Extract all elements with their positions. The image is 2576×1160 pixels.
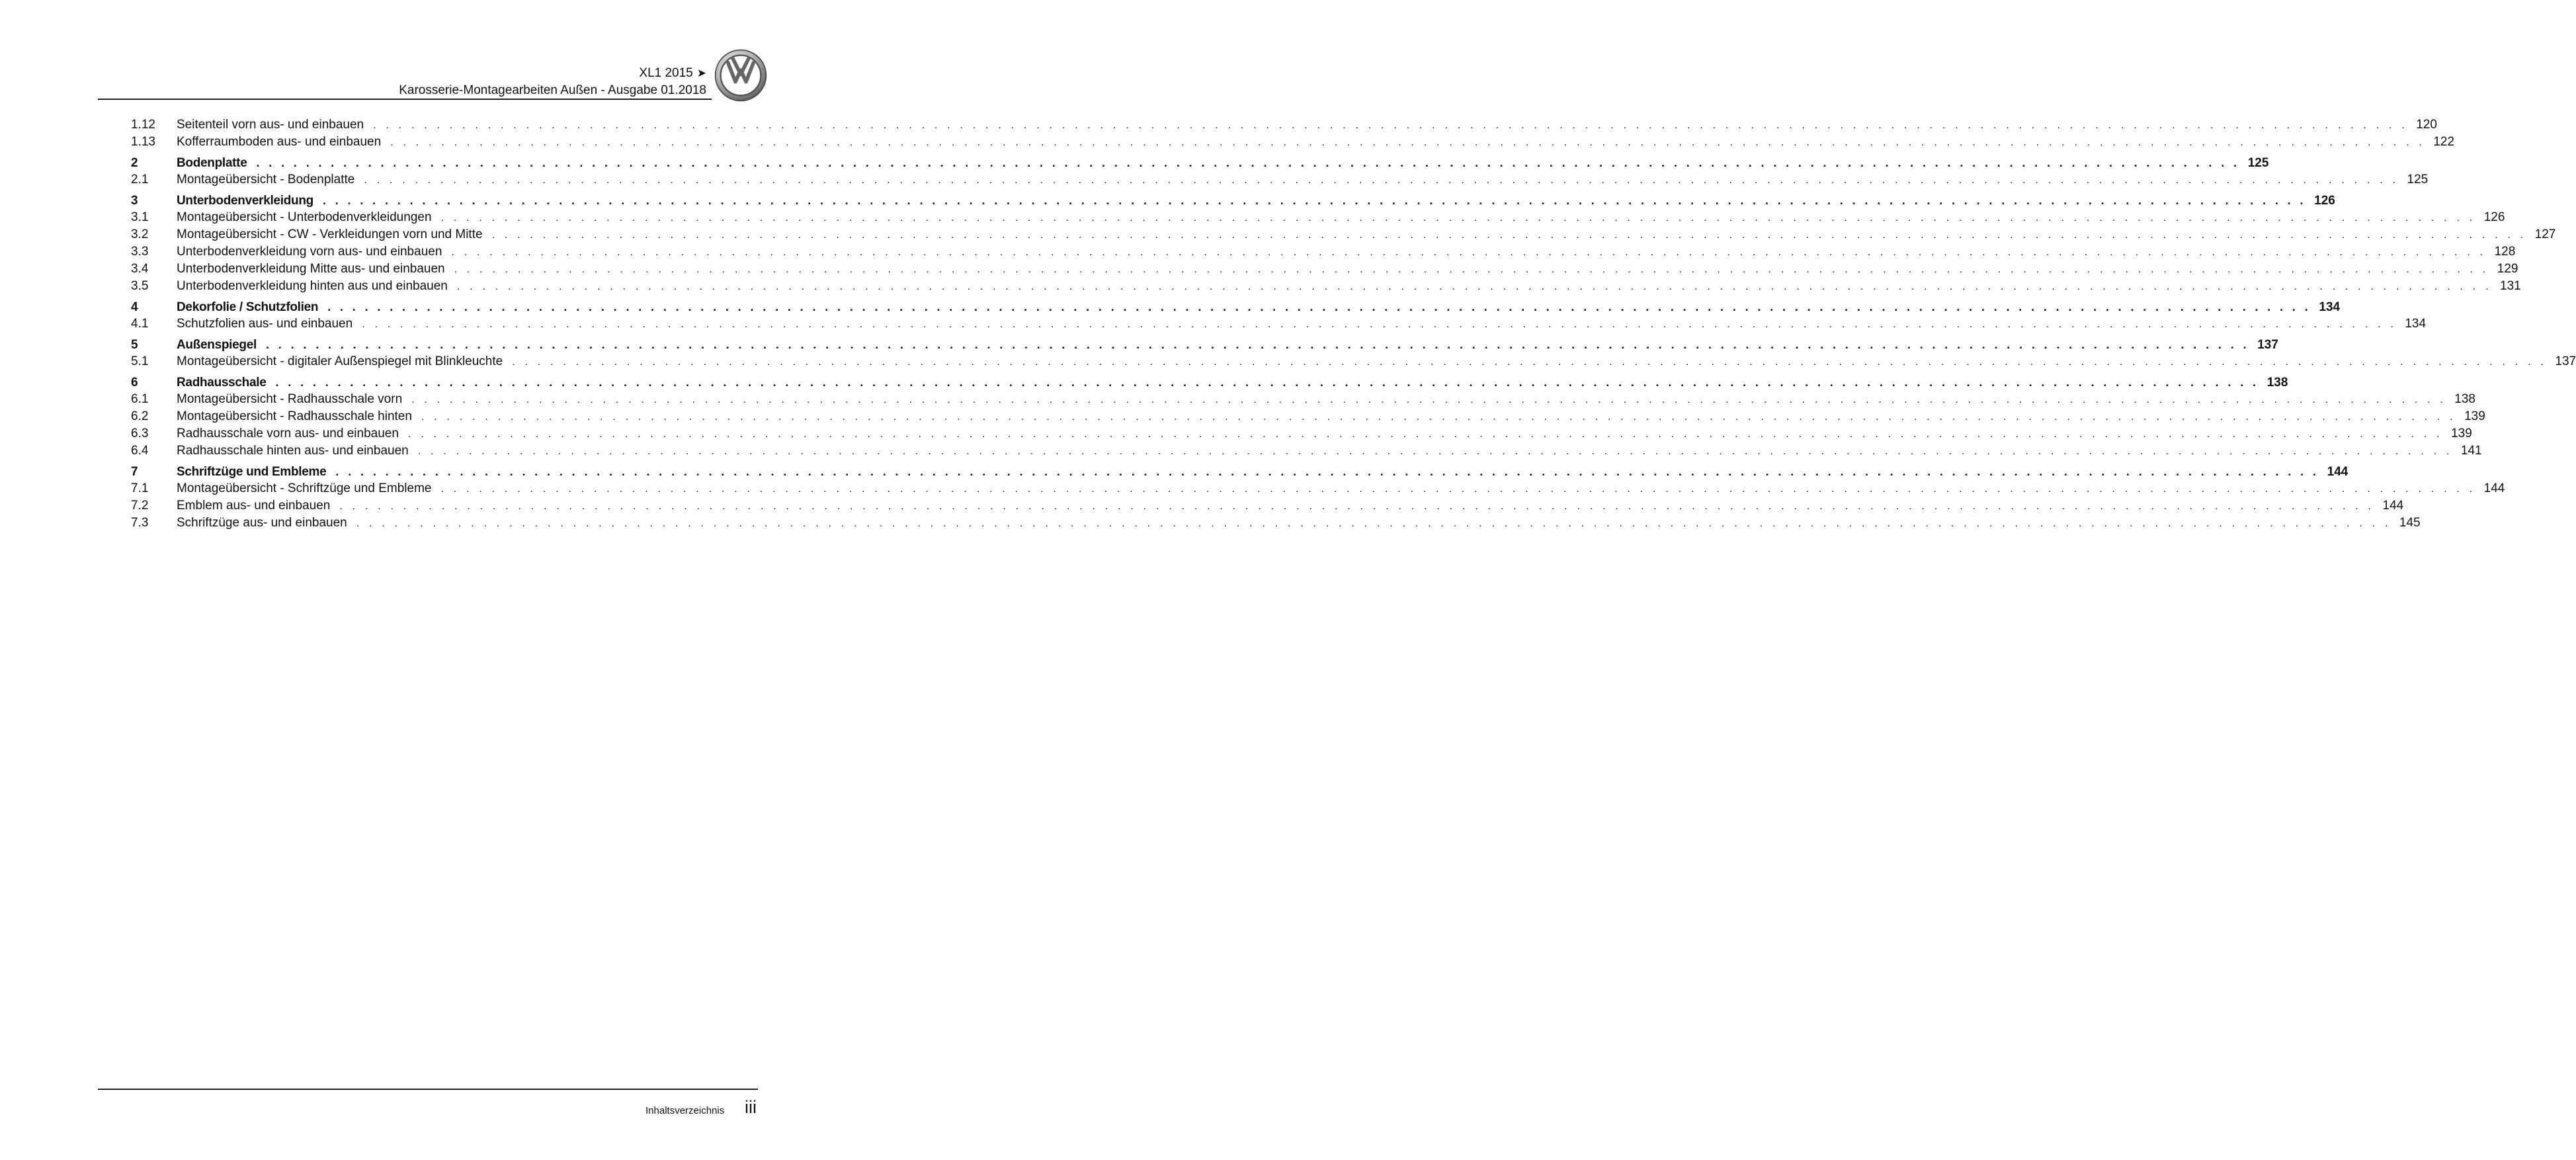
toc-leader-dots: . . . . . . . . . . . . . . . . . . . . . . . . . . . . . . . . . . . . . . . . . . . . . . . . . . . . . . . . . . . . . . . . . . . . . . . . . . . . . . . . . . . . . . . . . . . . . . . . . . . . . . . . . . . . . . . . . . . . . . . . . . . . . . . . . . . . . . . . . . . . . . . . . . . . . . . . . . . . . . . . xyxy=(265,338,2249,351)
toc-leader-dots: . . . . . . . . . . . . . . . . . . . . . . . . . . . . . . . . . . . . . . . . . . . . . . . . . . . . . . . . . . . . . . . . . . . . . . . . . . . . . . . . . . . . . . . . . . . . . . . . . . . . . . . . . . . . . . . . . . . . . . . . . . . . . . . . . . . . . . . . . . . . . . . . . . . . . . . . . . . . . . . . xyxy=(440,483,2476,495)
toc-page-number: 129 xyxy=(2497,262,2518,276)
toc-number: 6.3 xyxy=(131,427,149,440)
toc-title: Schutzfolien aus- und einbauen xyxy=(177,317,353,331)
toc-number: 6.2 xyxy=(131,409,149,423)
toc-page-number: 139 xyxy=(2464,409,2485,423)
toc-page-number: 145 xyxy=(2399,516,2421,530)
toc-entry-row[interactable] xyxy=(131,497,2404,515)
toc-number: 7 xyxy=(131,465,138,479)
toc-entry-row[interactable] xyxy=(131,226,2556,243)
toc-entry-row[interactable] xyxy=(131,425,2472,442)
toc-chapter-row[interactable] xyxy=(131,463,2348,480)
toc-number: 7.1 xyxy=(131,481,149,495)
arrow-icon: ➤ xyxy=(696,67,706,79)
toc-leader-dots: . . . . . . . . . . . . . . . . . . . . . . . . . . . . . . . . . . . . . . . . . . . . . . . . . . . . . . . . . . . . . . . . . . . . . . . . . . . . . . . . . . . . . . . . . . . . . . . . . . . . . . . . . . . . . . . . . . . . . . . . . . . . . . . . . . . . . . . . . . . . . . . . . . . . . . . . . . . . . . . . xyxy=(407,429,2443,440)
toc-title: Unterbodenverkleidung Mitte aus- und einbauen xyxy=(177,262,445,276)
footer-divider xyxy=(98,1089,758,1090)
toc-entry-row[interactable] xyxy=(131,353,2576,370)
footer-page-number: iii xyxy=(745,1097,757,1117)
toc-leader-dots: . . . . . . . . . . . . . . . . . . . . . . . . . . . . . . . . . . . . . . . . . . . . . . . . . . . . . . . . . . . . . . . . . . . . . . . . . . . . . . . . . . . . . . . . . . . . . . . . . . . . . . . . . . . . . . . . . . . . . . . . . . . . . . . . . . . . . . . . . . . . . . . . . . . . . . . . . . . . . . . . xyxy=(327,300,2311,313)
toc-page-number: 134 xyxy=(2405,317,2427,331)
toc-page-number: 134 xyxy=(2319,300,2341,314)
toc-title: Unterbodenverkleidung xyxy=(177,194,313,208)
toc-leader-dots: . . . . . . . . . . . . . . . . . . . . . . . . . . . . . . . . . . . . . . . . . . . . . . . . . . . . . . . . . . . . . . . . . . . . . . . . . . . . . . . . . . . . . . . . . . . . . . . . . . . . . . . . . . . . . . . . . . . . . . . . . . . . . . . . . . . . . . . . . . . . . . . . . . . . . . . . . . . . . . . . xyxy=(335,465,2319,478)
toc-page-number: 144 xyxy=(2382,499,2404,513)
toc-leader-dots: . . . . . . . . . . . . . . . . . . . . . . . . . . . . . . . . . . . . . . . . . . . . . . . . . . . . . . . . . . . . . . . . . . . . . . . . . . . . . . . . . . . . . . . . . . . . . . . . . . . . . . . . . . . . . . . . . . . . . . . . . . . . . . . . . . . . . . . . . . . . . . . . . . . . . . . . . . . . . . . . xyxy=(421,411,2456,423)
toc-leader-dots: . . . . . . . . . . . . . . . . . . . . . . . . . . . . . . . . . . . . . . . . . . . . . . . . . . . . . . . . . . . . . . . . . . . . . . . . . . . . . . . . . . . . . . . . . . . . . . . . . . . . . . . . . . . . . . . . . . . . . . . . . . . . . . . . . . . . . . . . . . . . . . . . . . . . . . . . . . . . . . . . xyxy=(512,356,2548,368)
toc-title: Emblem aus- und einbauen xyxy=(177,499,331,513)
toc-chapter-row[interactable] xyxy=(131,298,2341,315)
toc-page-number: 137 xyxy=(2555,354,2576,368)
toc-number: 3.5 xyxy=(131,279,149,293)
toc-entry-row[interactable] xyxy=(131,134,2455,151)
toc-leader-dots: . . . . . . . . . . . . . . . . . . . . . . . . . . . . . . . . . . . . . . . . . . . . . . . . . . . . . . . . . . . . . . . . . . . . . . . . . . . . . . . . . . . . . . . . . . . . . . . . . . . . . . . . . . . . . . . . . . . . . . . . . . . . . . . . . . . . . . . . . . . . . . . . . . . . . . . . . . . . . . . . xyxy=(456,281,2492,292)
toc-number: 6.1 xyxy=(131,392,149,406)
toc-leader-dots: . . . . . . . . . . . . . . . . . . . . . . . . . . . . . . . . . . . . . . . . . . . . . . . . . . . . . . . . . . . . . . . . . . . . . . . . . . . . . . . . . . . . . . . . . . . . . . . . . . . . . . . . . . . . . . . . . . . . . . . . . . . . . . . . . . . . . . . . . . . . . . . . . . . . . . . . . . . . . . . . xyxy=(362,319,2397,330)
toc-title: Radhausschale xyxy=(177,376,267,390)
toc-title: Montageübersicht - Schriftzüge und Embleme xyxy=(177,481,432,495)
toc-number: 3.4 xyxy=(131,262,149,276)
toc-title: Montageübersicht - Radhausschale hinten xyxy=(177,409,412,423)
toc-title: Dekorfolie / Schutzfolien xyxy=(177,300,319,314)
toc-page-number: 131 xyxy=(2500,279,2521,293)
toc-entry-row[interactable] xyxy=(131,315,2427,333)
toc-page-number: 144 xyxy=(2483,481,2505,495)
toc-page-number: 122 xyxy=(2433,135,2455,149)
toc-page-number: 127 xyxy=(2534,228,2556,241)
toc-title: Schriftzüge aus- und einbauen xyxy=(177,516,347,530)
toc-number: 4 xyxy=(131,300,138,314)
toc-title: Montageübersicht - digitaler Außenspiegel mit Blinkleuchte xyxy=(177,354,503,368)
toc-title: Seitenteil vorn aus- und einbauen xyxy=(177,118,364,132)
toc-number: 6 xyxy=(131,376,138,390)
toc-number: 4.1 xyxy=(131,317,149,331)
toc-title: Kofferraumboden aus- und einbauen xyxy=(177,135,382,149)
toc-number: 3.3 xyxy=(131,245,149,259)
toc-title: Montageübersicht - Unterbodenverkleidungen xyxy=(177,210,432,224)
toc-title: Schriftzüge und Embleme xyxy=(177,465,327,479)
toc-number: 3 xyxy=(131,194,138,208)
toc-leader-dots: . . . . . . . . . . . . . . . . . . . . . . . . . . . . . . . . . . . . . . . . . . . . . . . . . . . . . . . . . . . . . . . . . . . . . . . . . . . . . . . . . . . . . . . . . . . . . . . . . . . . . . . . . . . . . . . . . . . . . . . . . . . . . . . . . . . . . . . . . . . . . . . . . . . . . . . . . . . . . . . . xyxy=(411,394,2446,405)
toc-title: Radhausschale hinten aus- und einbauen xyxy=(177,444,409,458)
toc-number: 7.3 xyxy=(131,516,149,530)
toc-number: 3.2 xyxy=(131,228,149,241)
toc-leader-dots: . . . . . . . . . . . . . . . . . . . . . . . . . . . . . . . . . . . . . . . . . . . . . . . . . . . . . . . . . . . . . . . . . . . . . . . . . . . . . . . . . . . . . . . . . . . . . . . . . . . . . . . . . . . . . . . . . . . . . . . . . . . . . . . . . . . . . . . . . . . . . . . . . . . . . . . . . . . . . . . . xyxy=(373,120,2408,131)
toc-number: 6.4 xyxy=(131,444,149,458)
toc-leader-dots: . . . . . . . . . . . . . . . . . . . . . . . . . . . . . . . . . . . . . . . . . . . . . . . . . . . . . . . . . . . . . . . . . . . . . . . . . . . . . . . . . . . . . . . . . . . . . . . . . . . . . . . . . . . . . . . . . . . . . . . . . . . . . . . . . . . . . . . . . . . . . . . . . . . . . . . . . . . . . . . . xyxy=(322,194,2306,207)
toc-page-number: 126 xyxy=(2314,194,2335,208)
toc-page-number: 138 xyxy=(2454,392,2475,406)
toc-page-number: 139 xyxy=(2451,427,2472,440)
vw-logo-icon xyxy=(714,49,767,102)
toc-title: Montageübersicht - Bodenplatte xyxy=(177,173,355,186)
toc-entry-row[interactable] xyxy=(131,515,2421,532)
toc-page-number: 138 xyxy=(2266,376,2288,390)
toc-entry-row[interactable] xyxy=(131,261,2518,278)
document-subtitle: Karosserie-Montagearbeiten Außen - Ausgabe 01.2018 xyxy=(399,83,706,97)
toc-number: 7.2 xyxy=(131,499,149,513)
toc-number: 1.13 xyxy=(131,135,155,149)
toc-title: Außenspiegel xyxy=(177,338,257,352)
toc-title: Bodenplatte xyxy=(177,156,247,170)
toc-leader-dots: . . . . . . . . . . . . . . . . . . . . . . . . . . . . . . . . . . . . . . . . . . . . . . . . . . . . . . . . . . . . . . . . . . . . . . . . . . . . . . . . . . . . . . . . . . . . . . . . . . . . . . . . . . . . . . . . . . . . . . . . . . . . . . . . . . . . . . . . . . . . . . . . . . . . . . . . . . . . . . . . xyxy=(491,229,2527,241)
toc-leader-dots: . . . . . . . . . . . . . . . . . . . . . . . . . . . . . . . . . . . . . . . . . . . . . . . . . . . . . . . . . . . . . . . . . . . . . . . . . . . . . . . . . . . . . . . . . . . . . . . . . . . . . . . . . . . . . . . . . . . . . . . . . . . . . . . . . . . . . . . . . . . . . . . . . . . . . . . . . . . . . . . . xyxy=(356,518,2391,529)
toc-number: 5.1 xyxy=(131,354,149,368)
table-of-contents xyxy=(131,116,2576,532)
toc-page-number: 137 xyxy=(2257,338,2278,352)
toc-leader-dots: . . . . . . . . . . . . . . . . . . . . . . . . . . . . . . . . . . . . . . . . . . . . . . . . . . . . . . . . . . . . . . . . . . . . . . . . . . . . . . . . . . . . . . . . . . . . . . . . . . . . . . . . . . . . . . . . . . . . . . . . . . . . . . . . . . . . . . . . . . . . . . . . . . . . . . . . . . . . . . . . xyxy=(390,137,2426,148)
toc-page-number: 128 xyxy=(2494,245,2516,259)
toc-number: 1.12 xyxy=(131,118,155,132)
footer-section-label: Inhaltsverzeichnis xyxy=(645,1105,725,1116)
toc-page-number: 141 xyxy=(2460,444,2482,458)
toc-leader-dots: . . . . . . . . . . . . . . . . . . . . . . . . . . . . . . . . . . . . . . . . . . . . . . . . . . . . . . . . . . . . . . . . . . . . . . . . . . . . . . . . . . . . . . . . . . . . . . . . . . . . . . . . . . . . . . . . . . . . . . . . . . . . . . . . . . . . . . . . . . . . . . . . . . . . . . . . . . . . . . . . xyxy=(454,264,2489,275)
toc-entry-row[interactable] xyxy=(131,442,2482,460)
toc-entry-row[interactable] xyxy=(131,171,2429,188)
toc-leader-dots: . . . . . . . . . . . . . . . . . . . . . . . . . . . . . . . . . . . . . . . . . . . . . . . . . . . . . . . . . . . . . . . . . . . . . . . . . . . . . . . . . . . . . . . . . . . . . . . . . . . . . . . . . . . . . . . . . . . . . . . . . . . . . . . . . . . . . . . . . . . . . . . . . . . . . . . . . . . . . . . . xyxy=(440,212,2476,224)
toc-title: Montageübersicht - CW - Verkleidungen vorn und Mitte xyxy=(177,228,483,241)
page-header xyxy=(98,63,706,101)
model-line xyxy=(639,66,706,81)
toc-chapter-row[interactable] xyxy=(131,192,2335,209)
toc-chapter-row[interactable] xyxy=(131,154,2269,171)
toc-chapter-row[interactable] xyxy=(131,336,2278,353)
toc-leader-dots: . . . . . . . . . . . . . . . . . . . . . . . . . . . . . . . . . . . . . . . . . . . . . . . . . . . . . . . . . . . . . . . . . . . . . . . . . . . . . . . . . . . . . . . . . . . . . . . . . . . . . . . . . . . . . . . . . . . . . . . . . . . . . . . . . . . . . . . . . . . . . . . . . . . . . . . . . . . . . . . . xyxy=(364,175,2399,186)
toc-chapter-row[interactable] xyxy=(131,374,2288,391)
toc-number: 2 xyxy=(131,156,138,170)
toc-page-number: 144 xyxy=(2327,465,2348,479)
toc-leader-dots: . . . . . . . . . . . . . . . . . . . . . . . . . . . . . . . . . . . . . . . . . . . . . . . . . . . . . . . . . . . . . . . . . . . . . . . . . . . . . . . . . . . . . . . . . . . . . . . . . . . . . . . . . . . . . . . . . . . . . . . . . . . . . . . . . . . . . . . . . . . . . . . . . . . . . . . . . . . . . . . . xyxy=(275,376,2259,389)
header-divider xyxy=(98,99,712,100)
toc-entry-row[interactable] xyxy=(131,116,2437,134)
toc-title: Unterbodenverkleidung vorn aus- und einbauen xyxy=(177,245,442,259)
toc-entry-row[interactable] xyxy=(131,209,2505,226)
toc-title: Montageübersicht - Radhausschale vorn xyxy=(177,392,403,406)
toc-entry-row[interactable] xyxy=(131,278,2521,295)
toc-entry-row[interactable] xyxy=(131,480,2505,497)
toc-number: 3.1 xyxy=(131,210,149,224)
toc-page-number: 125 xyxy=(2247,156,2269,170)
toc-entry-row[interactable] xyxy=(131,243,2516,261)
toc-leader-dots: . . . . . . . . . . . . . . . . . . . . . . . . . . . . . . . . . . . . . . . . . . . . . . . . . . . . . . . . . . . . . . . . . . . . . . . . . . . . . . . . . . . . . . . . . . . . . . . . . . . . . . . . . . . . . . . . . . . . . . . . . . . . . . . . . . . . . . . . . . . . . . . . . . . . . . . . . . . . . . . . xyxy=(256,156,2240,169)
toc-title: Unterbodenverkleidung hinten aus und einbauen xyxy=(177,279,448,293)
toc-page-number: 120 xyxy=(2416,118,2437,132)
toc-leader-dots: . . . . . . . . . . . . . . . . . . . . . . . . . . . . . . . . . . . . . . . . . . . . . . . . . . . . . . . . . . . . . . . . . . . . . . . . . . . . . . . . . . . . . . . . . . . . . . . . . . . . . . . . . . . . . . . . . . . . . . . . . . . . . . . . . . . . . . . . . . . . . . . . . . . . . . . . . . . . . . . . xyxy=(339,501,2375,512)
toc-number: 2.1 xyxy=(131,173,149,186)
toc-number: 5 xyxy=(131,338,138,352)
toc-page-number: 126 xyxy=(2483,210,2505,224)
toc-entry-row[interactable] xyxy=(131,408,2485,425)
toc-page-number: 125 xyxy=(2407,173,2429,186)
toc-entry-row[interactable] xyxy=(131,391,2475,408)
toc-leader-dots: . . . . . . . . . . . . . . . . . . . . . . . . . . . . . . . . . . . . . . . . . . . . . . . . . . . . . . . . . . . . . . . . . . . . . . . . . . . . . . . . . . . . . . . . . . . . . . . . . . . . . . . . . . . . . . . . . . . . . . . . . . . . . . . . . . . . . . . . . . . . . . . . . . . . . . . . . . . . . . . . xyxy=(451,247,2487,258)
toc-leader-dots: . . . . . . . . . . . . . . . . . . . . . . . . . . . . . . . . . . . . . . . . . . . . . . . . . . . . . . . . . . . . . . . . . . . . . . . . . . . . . . . . . . . . . . . . . . . . . . . . . . . . . . . . . . . . . . . . . . . . . . . . . . . . . . . . . . . . . . . . . . . . . . . . . . . . . . . . . . . . . . . . xyxy=(417,446,2453,457)
model-title: XL1 2015 xyxy=(639,66,693,80)
toc-title: Radhausschale vorn aus- und einbauen xyxy=(177,427,399,440)
